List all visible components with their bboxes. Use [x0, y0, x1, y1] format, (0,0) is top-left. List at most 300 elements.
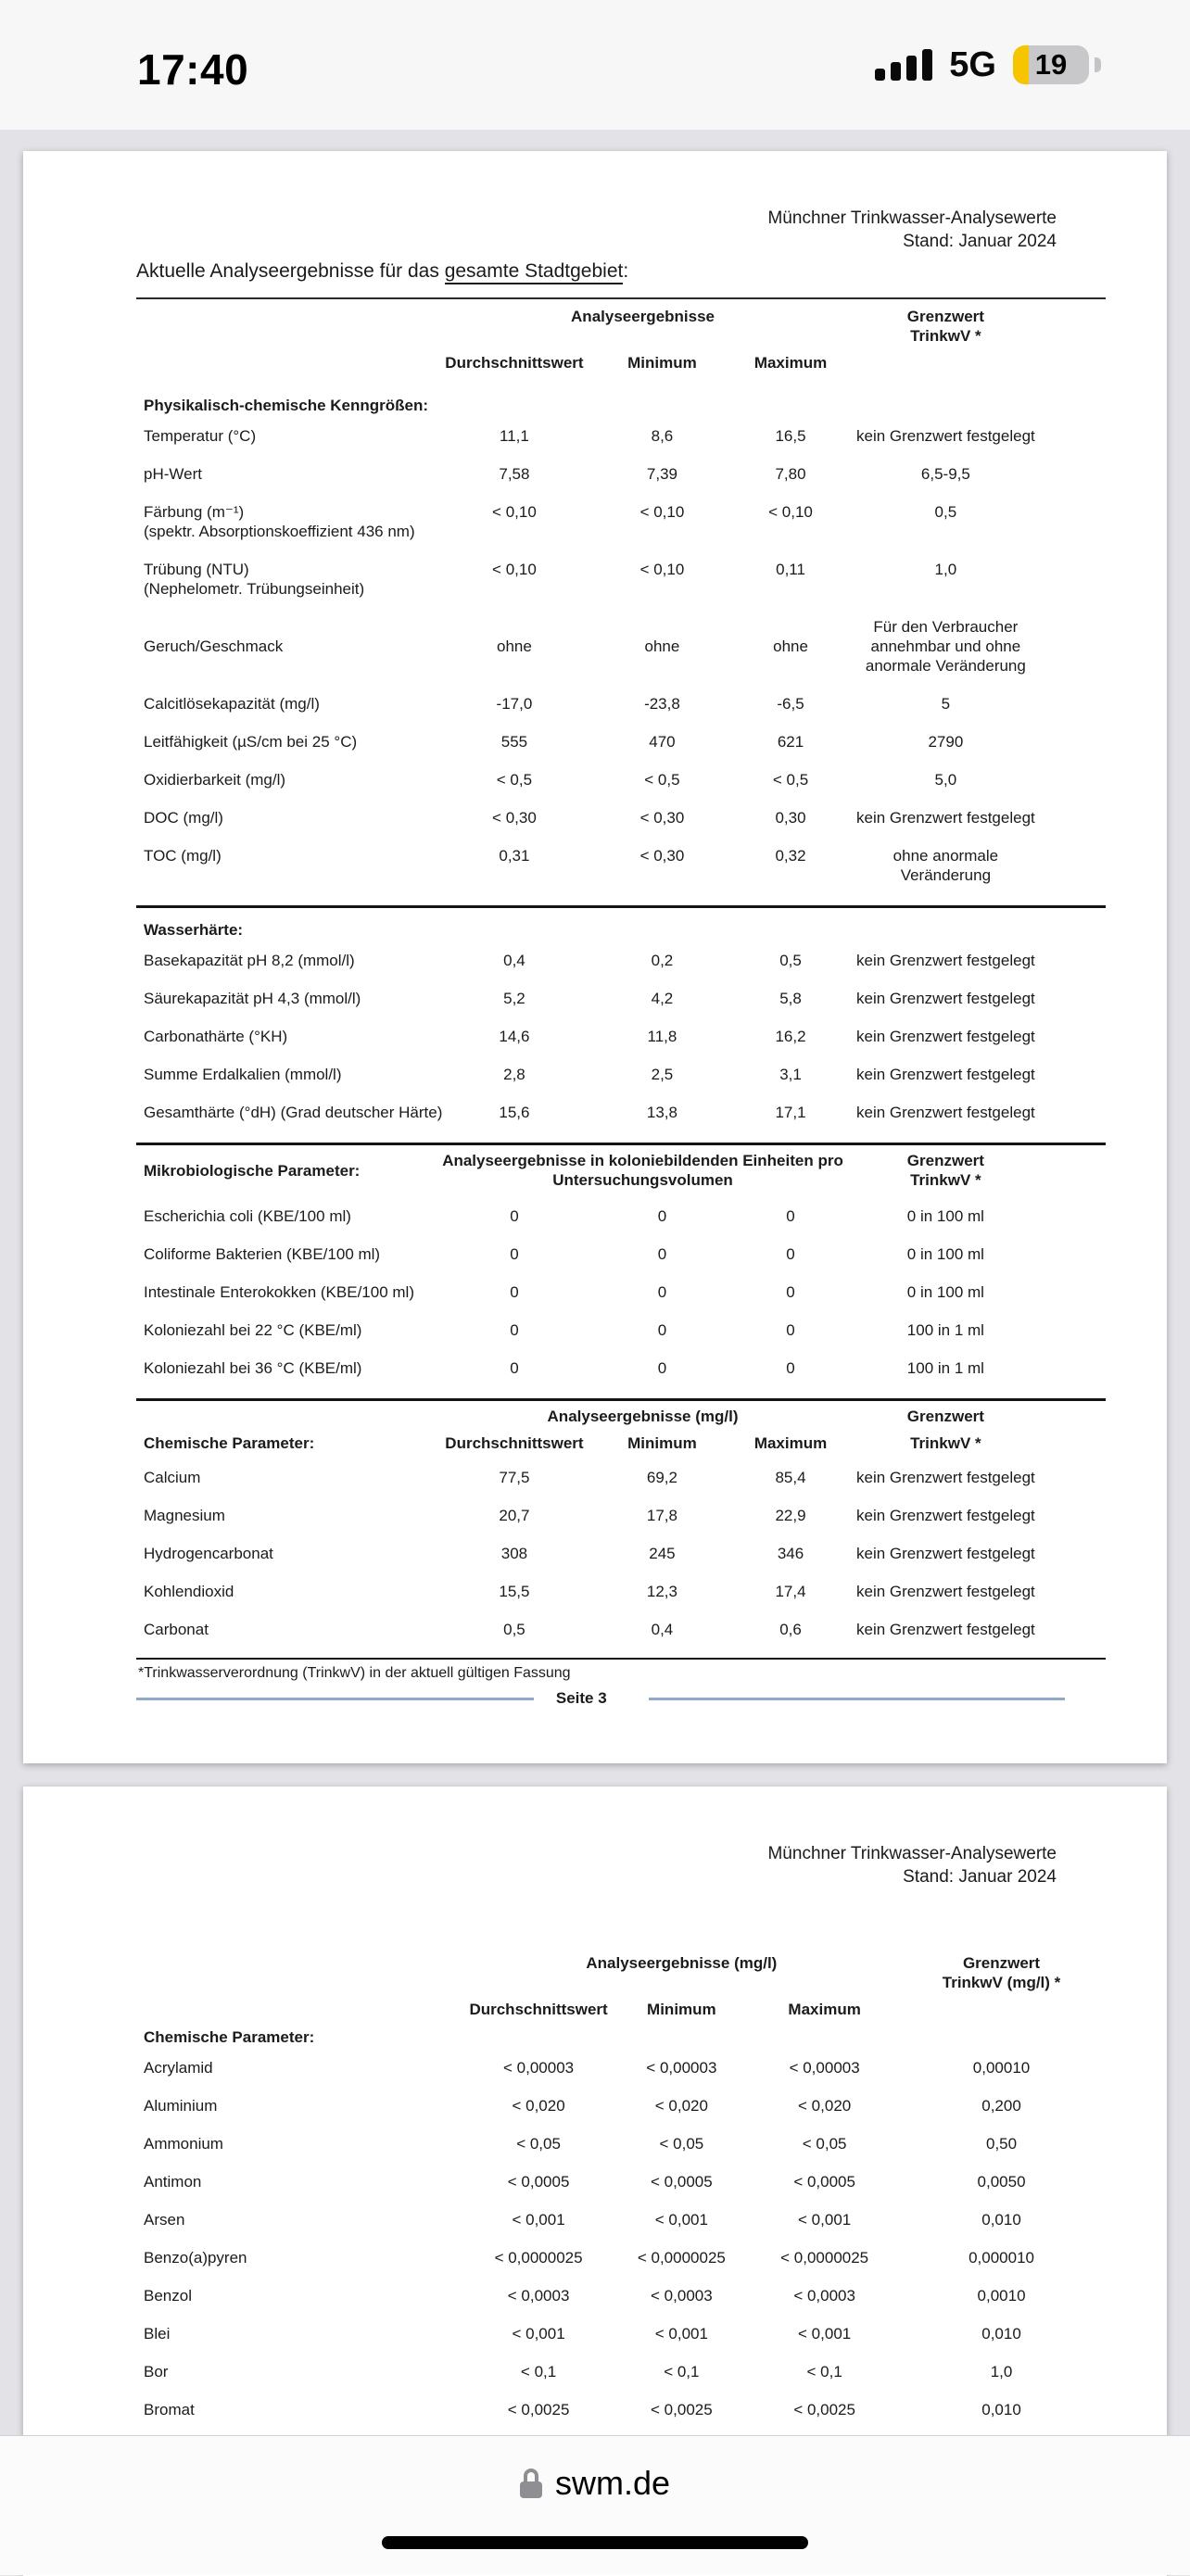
col-header-max: Maximum: [753, 354, 828, 372]
table-cell: kein Grenzwert festgelegt: [855, 1104, 1035, 1121]
table-row: [136, 1430, 1106, 1457]
table-cell: [1043, 1017, 1106, 1055]
chem-table-header: [136, 1403, 1106, 1457]
table-cell: kein Grenzwert festgelegt: [855, 1583, 1035, 1600]
table-cell: -23,8: [644, 695, 680, 713]
document-title: [136, 1842, 1106, 1888]
table-cell: Benzo(a)pyren: [144, 2249, 247, 2267]
heading-prefix: Aktuelle Analyseergebnisse für das: [136, 260, 445, 282]
table-cell: 16,5: [775, 427, 806, 445]
table-cell: < 0,1: [520, 2363, 557, 2380]
status-bar: [0, 0, 1190, 130]
table-cell: [1096, 2239, 1106, 2277]
table-cell: < 0,10: [492, 561, 537, 578]
table-cell: < 0,0005: [507, 2173, 570, 2191]
table-row: [136, 1610, 1106, 1648]
table-cell: [1043, 799, 1106, 837]
table-cell: Carbonat: [144, 1621, 209, 1638]
table-cell: [1043, 837, 1106, 894]
browser-bottom-bar: [0, 2435, 1190, 2575]
table-cell: 0: [786, 1245, 795, 1263]
table-cell: 5,2: [503, 990, 525, 1007]
table-cell: 100 in 1 ml: [906, 1321, 984, 1339]
table-cell: 2,8: [503, 1066, 525, 1083]
table-cell: 7,39: [646, 465, 677, 483]
limit-header: Grenzwert TrinkwV *: [906, 1152, 984, 1189]
table-row: [136, 2049, 1106, 2087]
table-cell: 22,9: [775, 1507, 806, 1524]
table-cell: 1,0: [934, 561, 957, 578]
table-cell: Kohlendioxid: [144, 1583, 234, 1600]
table-cell: Antimon: [144, 2173, 202, 2191]
table-cell: [1043, 550, 1106, 608]
table-cell: < 0,1: [664, 2363, 700, 2380]
table-cell: 0,5: [779, 952, 802, 969]
table-cell: 0,5: [934, 503, 957, 521]
table-cell: < 0,10: [639, 503, 685, 521]
page2-content: [136, 1787, 1106, 2429]
battery-cap: [1095, 57, 1101, 72]
table-cell: < 0,30: [639, 847, 685, 865]
table-cell: 0,31: [499, 847, 530, 865]
table-cell: ohne: [773, 638, 808, 655]
table-cell: 0,0010: [977, 2287, 1026, 2305]
table-cell: [1043, 455, 1106, 493]
table-cell: kein Grenzwert festgelegt: [855, 990, 1035, 1007]
table-cell: 0,010: [981, 2325, 1021, 2342]
table-cell: [1043, 1311, 1106, 1349]
table-cell: < 0,10: [639, 561, 685, 578]
table-row: [136, 1055, 1106, 1093]
table-cell: Acrylamid: [144, 2059, 213, 2077]
table-cell: kein Grenzwert festgelegt: [855, 1028, 1035, 1045]
url-bar[interactable]: [0, 2464, 1190, 2503]
table-row: [136, 1496, 1106, 1534]
table-cell: Hydrogencarbonat: [144, 1545, 273, 1562]
heading-underlined: gesamte Stadtgebiet: [445, 260, 624, 284]
table-cell: 7,58: [499, 465, 530, 483]
table-cell: Koloniezahl bei 22 °C (KBE/ml): [144, 1321, 362, 1339]
table-cell: < 0,00003: [646, 2059, 717, 2077]
table-cell: < 0,001: [798, 2211, 852, 2229]
home-indicator[interactable]: [382, 2536, 808, 2549]
table-cell: Arsen: [144, 2211, 185, 2229]
table-cell: 555: [500, 733, 528, 751]
table-cell: Escherichia coli (KBE/100 ml): [144, 1207, 351, 1225]
table-cell: [1096, 2277, 1106, 2315]
table-cell: < 0,0000025: [494, 2249, 583, 2267]
table-cell: < 0,10: [768, 503, 813, 521]
table-cell: 0: [510, 1283, 519, 1301]
table-cell: < 0,0025: [651, 2401, 713, 2418]
table-cell: [1043, 761, 1106, 799]
table-cell: 6,5-9,5: [920, 465, 970, 483]
table-cell: 14,6: [499, 1028, 530, 1045]
table-cell: [1043, 1534, 1106, 1572]
table-row: [136, 1093, 1106, 1131]
status-right-cluster: [875, 41, 1101, 89]
table-cell: 0,000010: [968, 2249, 1034, 2267]
table-row: [136, 493, 1106, 550]
table-row: [136, 1458, 1106, 1496]
mikro-table: [136, 1197, 1106, 1387]
table-cell: [1096, 2049, 1106, 2087]
pdf-page-3[interactable]: [23, 151, 1167, 1763]
table-cell: Blei: [144, 2325, 171, 2342]
table-cell: 346: [777, 1545, 804, 1562]
table-cell: [1043, 941, 1106, 979]
table-cell: Bromat: [144, 2401, 195, 2418]
table-cell: < 0,0003: [793, 2287, 855, 2305]
table-cell: 0: [510, 1207, 519, 1225]
table-row: [136, 303, 1106, 349]
table-row: [136, 417, 1106, 455]
table-cell: 0,2: [651, 952, 674, 969]
table-cell: 2,5: [651, 1066, 674, 1083]
table-cell: < 0,0000025: [780, 2249, 869, 2267]
table-cell: 2790: [928, 733, 964, 751]
table-cell: [1043, 1572, 1106, 1610]
table-cell: kein Grenzwert festgelegt: [855, 1545, 1035, 1562]
table-cell: 0,0050: [977, 2173, 1026, 2191]
table-cell: kein Grenzwert festgelegt: [855, 809, 1035, 827]
table-cell: DOC (mg/l): [144, 809, 223, 827]
table-cell: 0,32: [775, 847, 806, 865]
table-cell: 0: [786, 1359, 795, 1377]
table-row: [136, 1403, 1106, 1430]
table-cell: < 0,001: [654, 2325, 708, 2342]
section-title-haerte: Wasserhärte:: [144, 921, 244, 939]
table-row: [136, 550, 1106, 608]
table-cell: 69,2: [646, 1469, 677, 1486]
table-cell: Basekapazität pH 8,2 (mmol/l): [144, 952, 355, 969]
table-cell: 0,200: [981, 2097, 1021, 2115]
table-cell: Färbung (m⁻¹) (spektr. Absorptionskoeffizient 436 nm): [144, 503, 415, 540]
table-cell: < 0,020: [654, 2097, 708, 2115]
col-header-avg: Durchschnittswert: [469, 2001, 608, 2018]
table-cell: 17,1: [775, 1104, 806, 1121]
table-cell: < 0,05: [802, 2135, 847, 2153]
table-row: [136, 761, 1106, 799]
table-cell: [1043, 608, 1106, 685]
table-cell: [1043, 1610, 1106, 1648]
phys-table: [136, 417, 1106, 894]
table-row: [136, 1349, 1106, 1387]
table-cell: [1043, 1055, 1106, 1093]
table-row: [136, 1235, 1106, 1273]
table-cell: < 0,020: [798, 2097, 852, 2115]
table-row: [136, 608, 1106, 685]
table-cell: < 0,00003: [789, 2059, 860, 2077]
table-cell: -6,5: [777, 695, 804, 713]
footnote: *Trinkwasserverordnung (TrinkwV) in der aktuell gültigen Fassung: [138, 1665, 571, 1681]
table-row: [136, 1534, 1106, 1572]
table-cell: Bor: [144, 2363, 169, 2380]
table-cell: < 0,0005: [651, 2173, 713, 2191]
table-cell: Oxidierbarkeit (mg/l): [144, 771, 286, 789]
section-title-chem: Chemische Parameter:: [144, 1434, 315, 1452]
table-cell: 0,00010: [972, 2059, 1031, 2077]
table-cell: 621: [777, 733, 804, 751]
table-row: [136, 1017, 1106, 1055]
table-cell: < 0,0000025: [637, 2249, 726, 2267]
table-cell: Calcium: [144, 1469, 201, 1486]
table-cell: Aluminium: [144, 2097, 218, 2115]
table-cell: Temperatur (°C): [144, 427, 257, 445]
table-cell: 15,6: [499, 1104, 530, 1121]
page1-content: [136, 151, 1106, 1708]
table-cell: 0,4: [651, 1621, 674, 1638]
table-cell: < 0,001: [512, 2211, 565, 2229]
status-time: 17:40: [137, 45, 249, 94]
table-cell: 0,30: [775, 809, 806, 827]
table-cell: Calcitlösekapazität (mg/l): [144, 695, 320, 713]
chem-table: [136, 1458, 1106, 1648]
table-cell: Summe Erdalkalien (mmol/l): [144, 1066, 342, 1083]
table-cell: Säurekapazität pH 4,3 (mmol/l): [144, 990, 361, 1007]
table-cell: < 0,001: [654, 2211, 708, 2229]
document-title: [136, 207, 1106, 253]
table-cell: < 0,05: [516, 2135, 561, 2153]
battery-icon: [1013, 45, 1089, 84]
page1-heading: [136, 260, 1106, 283]
table-cell: Magnesium: [144, 1507, 225, 1524]
table-cell: [1043, 417, 1106, 455]
table-cell: < 0,0025: [793, 2401, 855, 2418]
table-cell: 0 in 100 ml: [906, 1283, 984, 1301]
table-cell: [1043, 979, 1106, 1017]
table-cell: [1043, 1496, 1106, 1534]
table-cell: -17,0: [496, 695, 533, 713]
table-cell: Benzol: [144, 2287, 192, 2305]
limit-header: Grenzwert TrinkwV *: [906, 308, 984, 345]
table-cell: 100 in 1 ml: [906, 1359, 984, 1377]
table-cell: 5,8: [779, 990, 802, 1007]
table-cell: < 0,001: [512, 2325, 565, 2342]
table-cell: < 0,30: [492, 809, 537, 827]
table-cell: Ammonium: [144, 2135, 223, 2153]
page-number-label: Seite 3: [555, 1689, 607, 1707]
page2-chem-table: [136, 2049, 1106, 2429]
haerte-table: [136, 941, 1106, 1131]
table-row: [136, 2353, 1106, 2391]
table-cell: [1096, 2087, 1106, 2125]
table-cell: [1096, 2315, 1106, 2353]
section-divider: [136, 1143, 1106, 1145]
table-cell: TOC (mg/l): [144, 847, 222, 865]
limit-header-line2: TrinkwV *: [910, 1434, 981, 1452]
table-cell: 0: [657, 1321, 667, 1339]
table-cell: [1096, 2125, 1106, 2163]
document-title-line1: Münchner Trinkwasser-Analysewerte: [767, 208, 1057, 228]
group-header: Analyseergebnisse (mg/l): [547, 1408, 739, 1425]
col-header-min: Minimum: [647, 2001, 716, 2018]
rule-under-heading: [136, 297, 1106, 299]
group-header: Analyseergebnisse (mg/l): [586, 1954, 778, 1972]
table-cell: [1096, 2353, 1106, 2391]
table-cell: 0 in 100 ml: [906, 1245, 984, 1263]
col-header-min: Minimum: [627, 1434, 697, 1452]
table-cell: ohne: [644, 638, 680, 655]
main-table-header: [136, 303, 1106, 376]
table-cell: < 0,30: [639, 809, 685, 827]
table-row: [136, 1572, 1106, 1610]
table-cell: 85,4: [775, 1469, 806, 1486]
table-cell: 0: [786, 1283, 795, 1301]
table-cell: [1043, 493, 1106, 550]
table-cell: 0,50: [985, 2135, 1018, 2153]
table-cell: 1,0: [990, 2363, 1013, 2380]
section-divider: [136, 1398, 1106, 1401]
table-cell: 0: [786, 1207, 795, 1225]
table-cell: 4,2: [651, 990, 674, 1007]
table-cell: [1043, 1458, 1106, 1496]
table-cell: < 0,05: [659, 2135, 704, 2153]
table-cell: 11,1: [500, 427, 529, 445]
table-row: [136, 455, 1106, 493]
table-cell: < 0,10: [492, 503, 537, 521]
table-cell: [1043, 1093, 1106, 1131]
table-cell: 12,3: [646, 1583, 677, 1600]
table-cell: 20,7: [499, 1507, 530, 1524]
table-cell: < 0,020: [512, 2097, 565, 2115]
section-title-phys: Physikalisch-chemische Kenngrößen:: [144, 397, 429, 414]
table-cell: Carbonathärte (°KH): [144, 1028, 288, 1045]
table-row: [136, 799, 1106, 837]
mikro-table-header: [136, 1147, 1106, 1193]
network-type-label: 5G: [949, 44, 996, 84]
table-cell: 17,4: [775, 1583, 806, 1600]
table-cell: [1043, 685, 1106, 723]
url-text: swm.de: [554, 2464, 671, 2502]
table-cell: 0 in 100 ml: [906, 1207, 984, 1225]
table-cell: 0,5: [503, 1621, 525, 1638]
table-cell: Leitfähigkeit (µS/cm bei 25 °C): [144, 733, 358, 751]
table-row: [136, 2163, 1106, 2201]
lock-icon: [520, 2469, 542, 2498]
page-break-line-right: [649, 1698, 1066, 1700]
table-row: [136, 2315, 1106, 2353]
col-header-max: Maximum: [753, 1434, 828, 1452]
table-cell: < 0,1: [806, 2363, 842, 2380]
table-cell: 11,8: [647, 1028, 677, 1045]
table-cell: Koloniezahl bei 36 °C (KBE/ml): [144, 1359, 362, 1377]
table-row: [136, 2239, 1106, 2277]
table-cell: 0: [657, 1283, 667, 1301]
table-cell: 15,5: [499, 1583, 530, 1600]
table-cell: pH-Wert: [144, 465, 202, 483]
table-cell: kein Grenzwert festgelegt: [855, 1621, 1035, 1638]
table-cell: Gesamthärte (°dH) (Grad deutscher Härte): [144, 1104, 443, 1121]
table-cell: kein Grenzwert festgelegt: [855, 1469, 1035, 1486]
table-row: [136, 941, 1106, 979]
table-cell: kein Grenzwert festgelegt: [855, 1066, 1035, 1083]
table-cell: 0: [657, 1359, 667, 1377]
page2-table-header: [136, 1950, 1106, 2023]
table-cell: kein Grenzwert festgelegt: [855, 952, 1035, 969]
document-title-line1: Münchner Trinkwasser-Analysewerte: [767, 1844, 1057, 1863]
table-row: [136, 349, 1106, 376]
group-header: Analyseergebnisse: [571, 308, 715, 325]
table-cell: 0: [510, 1321, 519, 1339]
table-cell: 17,8: [646, 1507, 677, 1524]
table-cell: 77,5: [499, 1469, 530, 1486]
table-cell: 308: [500, 1545, 528, 1562]
table-cell: 7,80: [775, 465, 806, 483]
col-header-min: Minimum: [627, 354, 697, 372]
section-title-mikro: Mikrobiologische Parameter:: [144, 1161, 361, 1180]
table-cell: 0: [657, 1207, 667, 1225]
table-cell: 0,11: [776, 561, 805, 578]
table-row: [136, 2087, 1106, 2125]
table-cell: kein Grenzwert festgelegt: [855, 1507, 1035, 1524]
table-row: [136, 2277, 1106, 2315]
table-cell: 0,4: [503, 952, 525, 969]
table-cell: 0,6: [779, 1621, 802, 1638]
table-cell: ohne anormale Veränderung: [892, 847, 999, 884]
heading-suffix: :: [623, 260, 629, 282]
table-cell: [1043, 723, 1106, 761]
table-row: [136, 1950, 1106, 1996]
table-row: [136, 1147, 1106, 1193]
table-row: [136, 1273, 1106, 1311]
table-cell: 0,010: [981, 2401, 1021, 2418]
table-cell: < 0,0003: [507, 2287, 570, 2305]
table-row: [136, 2391, 1106, 2429]
page-break-marker: [136, 1689, 1106, 1708]
group-header: Analyseergebnisse in koloniebildenden Einheiten pro Untersuchungsvolumen: [442, 1152, 843, 1189]
table-cell: 3,1: [779, 1066, 802, 1083]
section-divider: [136, 905, 1106, 908]
table-cell: 0: [657, 1245, 667, 1263]
table-cell: < 0,00003: [503, 2059, 575, 2077]
table-cell: 16,2: [775, 1028, 806, 1045]
table-cell: Intestinale Enterokokken (KBE/100 ml): [144, 1283, 414, 1301]
table-cell: < 0,5: [772, 771, 809, 789]
table-cell: 245: [649, 1545, 676, 1562]
cellular-signal-icon: [875, 49, 932, 81]
col-header-avg: Durchschnittswert: [445, 354, 584, 372]
document-title-line2: Stand: Januar 2024: [903, 1867, 1057, 1887]
table-row: [136, 685, 1106, 723]
col-header-max: Maximum: [788, 2001, 861, 2018]
table-cell: [1096, 2391, 1106, 2429]
table-cell: < 0,0025: [507, 2401, 570, 2418]
table-row: [136, 979, 1106, 1017]
table-cell: 13,8: [646, 1104, 677, 1121]
table-cell: < 0,5: [644, 771, 680, 789]
document-title-line2: Stand: Januar 2024: [903, 232, 1057, 251]
table-cell: [1043, 1235, 1106, 1273]
limit-header-line1: Grenzwert: [906, 1408, 984, 1425]
col-header-avg: Durchschnittswert: [445, 1434, 584, 1452]
table-cell: < 0,0003: [651, 2287, 713, 2305]
table-row: [136, 2125, 1106, 2163]
table-cell: < 0,0005: [793, 2173, 855, 2191]
table-cell: [1043, 1197, 1106, 1235]
table-cell: [1096, 2163, 1106, 2201]
table-cell: 8,6: [651, 427, 674, 445]
table-cell: Für den Verbraucher annehmbar und ohne anormale Veränderung: [865, 618, 1026, 675]
table-cell: 0: [510, 1359, 519, 1377]
battery-percent: 19: [1034, 48, 1068, 81]
table-cell: 0: [510, 1245, 519, 1263]
table-cell: kein Grenzwert festgelegt: [855, 427, 1035, 445]
table-row: [136, 837, 1106, 894]
table-cell: [1043, 1349, 1106, 1387]
table-cell: Trübung (NTU) (Nephelometr. Trübungseinheit): [144, 561, 365, 598]
table-cell: [1043, 1273, 1106, 1311]
